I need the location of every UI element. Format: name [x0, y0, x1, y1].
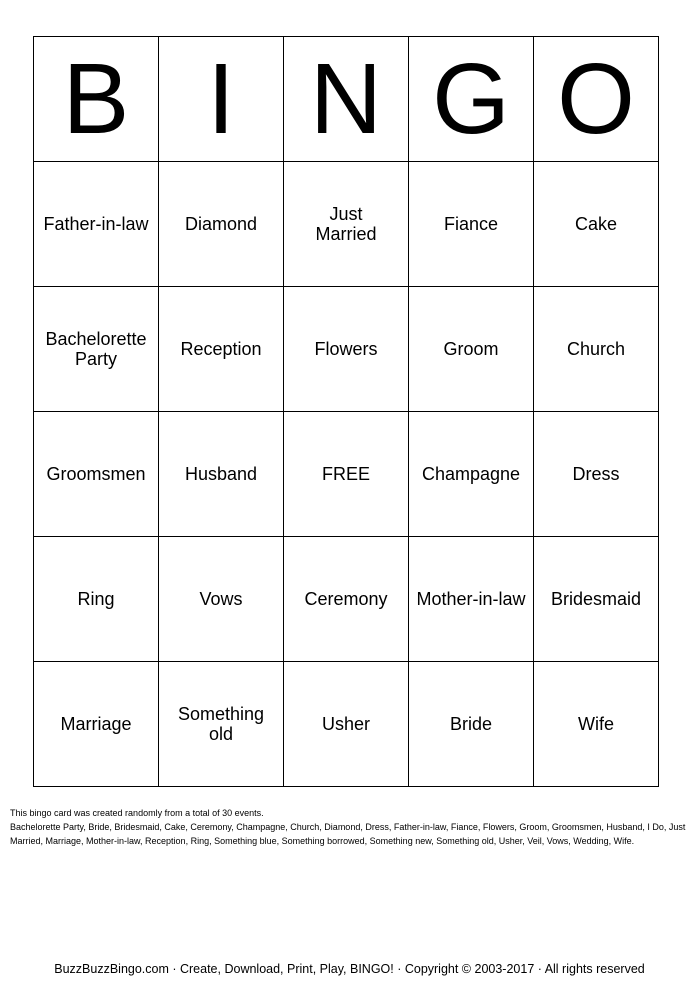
- bingo-cell: Bachelorette Party: [34, 287, 159, 412]
- card-info-note: [10, 806, 690, 848]
- bingo-cell: Dress: [534, 412, 659, 537]
- bingo-cell: Just Married: [284, 162, 409, 287]
- bingo-cell: Wife: [534, 662, 659, 787]
- bingo-row: [34, 412, 659, 537]
- bingo-cell: Church: [534, 287, 659, 412]
- header-letter-n: N: [284, 37, 409, 162]
- bingo-cell: Something old: [159, 662, 284, 787]
- bingo-cell: Ceremony: [284, 537, 409, 662]
- bingo-header-row: [34, 37, 659, 162]
- bingo-cell: Reception: [159, 287, 284, 412]
- bingo-row: [34, 287, 659, 412]
- page-footer: BuzzBuzzBingo.com · Create, Download, Print, Play, BINGO! · Copyright © 2003-2017 · All rights reserved: [54, 962, 645, 976]
- free-space-cell: FREE: [284, 412, 409, 537]
- bingo-cell: Ring: [34, 537, 159, 662]
- bingo-cell: Marriage: [34, 662, 159, 787]
- bingo-row: [34, 537, 659, 662]
- bingo-row: [34, 162, 659, 287]
- bingo-card: [33, 36, 659, 787]
- bingo-cell: Bride: [409, 662, 534, 787]
- bingo-cell: Husband: [159, 412, 284, 537]
- bingo-cell: Fiance: [409, 162, 534, 287]
- bingo-cell: Usher: [284, 662, 409, 787]
- bingo-cell: Champagne: [409, 412, 534, 537]
- bingo-row: [34, 662, 659, 787]
- header-letter-g: G: [409, 37, 534, 162]
- header-letter-o: O: [534, 37, 659, 162]
- bingo-cell: Groomsmen: [34, 412, 159, 537]
- bingo-cell: Groom: [409, 287, 534, 412]
- bingo-cell: Diamond: [159, 162, 284, 287]
- bingo-cell: Flowers: [284, 287, 409, 412]
- bingo-cell: Father-in-law: [34, 162, 159, 287]
- card-info-intro: This bingo card was created randomly from a total of 30 events.: [10, 808, 264, 818]
- header-letter-i: I: [159, 37, 284, 162]
- header-letter-b: B: [34, 37, 159, 162]
- bingo-cell: Cake: [534, 162, 659, 287]
- card-info-event-list: Bachelorette Party, Bride, Bridesmaid, Cake, Ceremony, Champagne, Church, Diamond, Dress, Father-in-law, Fiance, Flowers, Groom, Groomsmen, Husband, I Do, Just Married, Marriage, Mother-in-law, Reception, Ring, Something blue, Something borrowed, Something new, Something old, Usher, Veil, Vows, Wedding, Wife.: [10, 822, 686, 846]
- bingo-cell: Vows: [159, 537, 284, 662]
- bingo-cell: Mother-in-law: [409, 537, 534, 662]
- bingo-cell: Bridesmaid: [534, 537, 659, 662]
